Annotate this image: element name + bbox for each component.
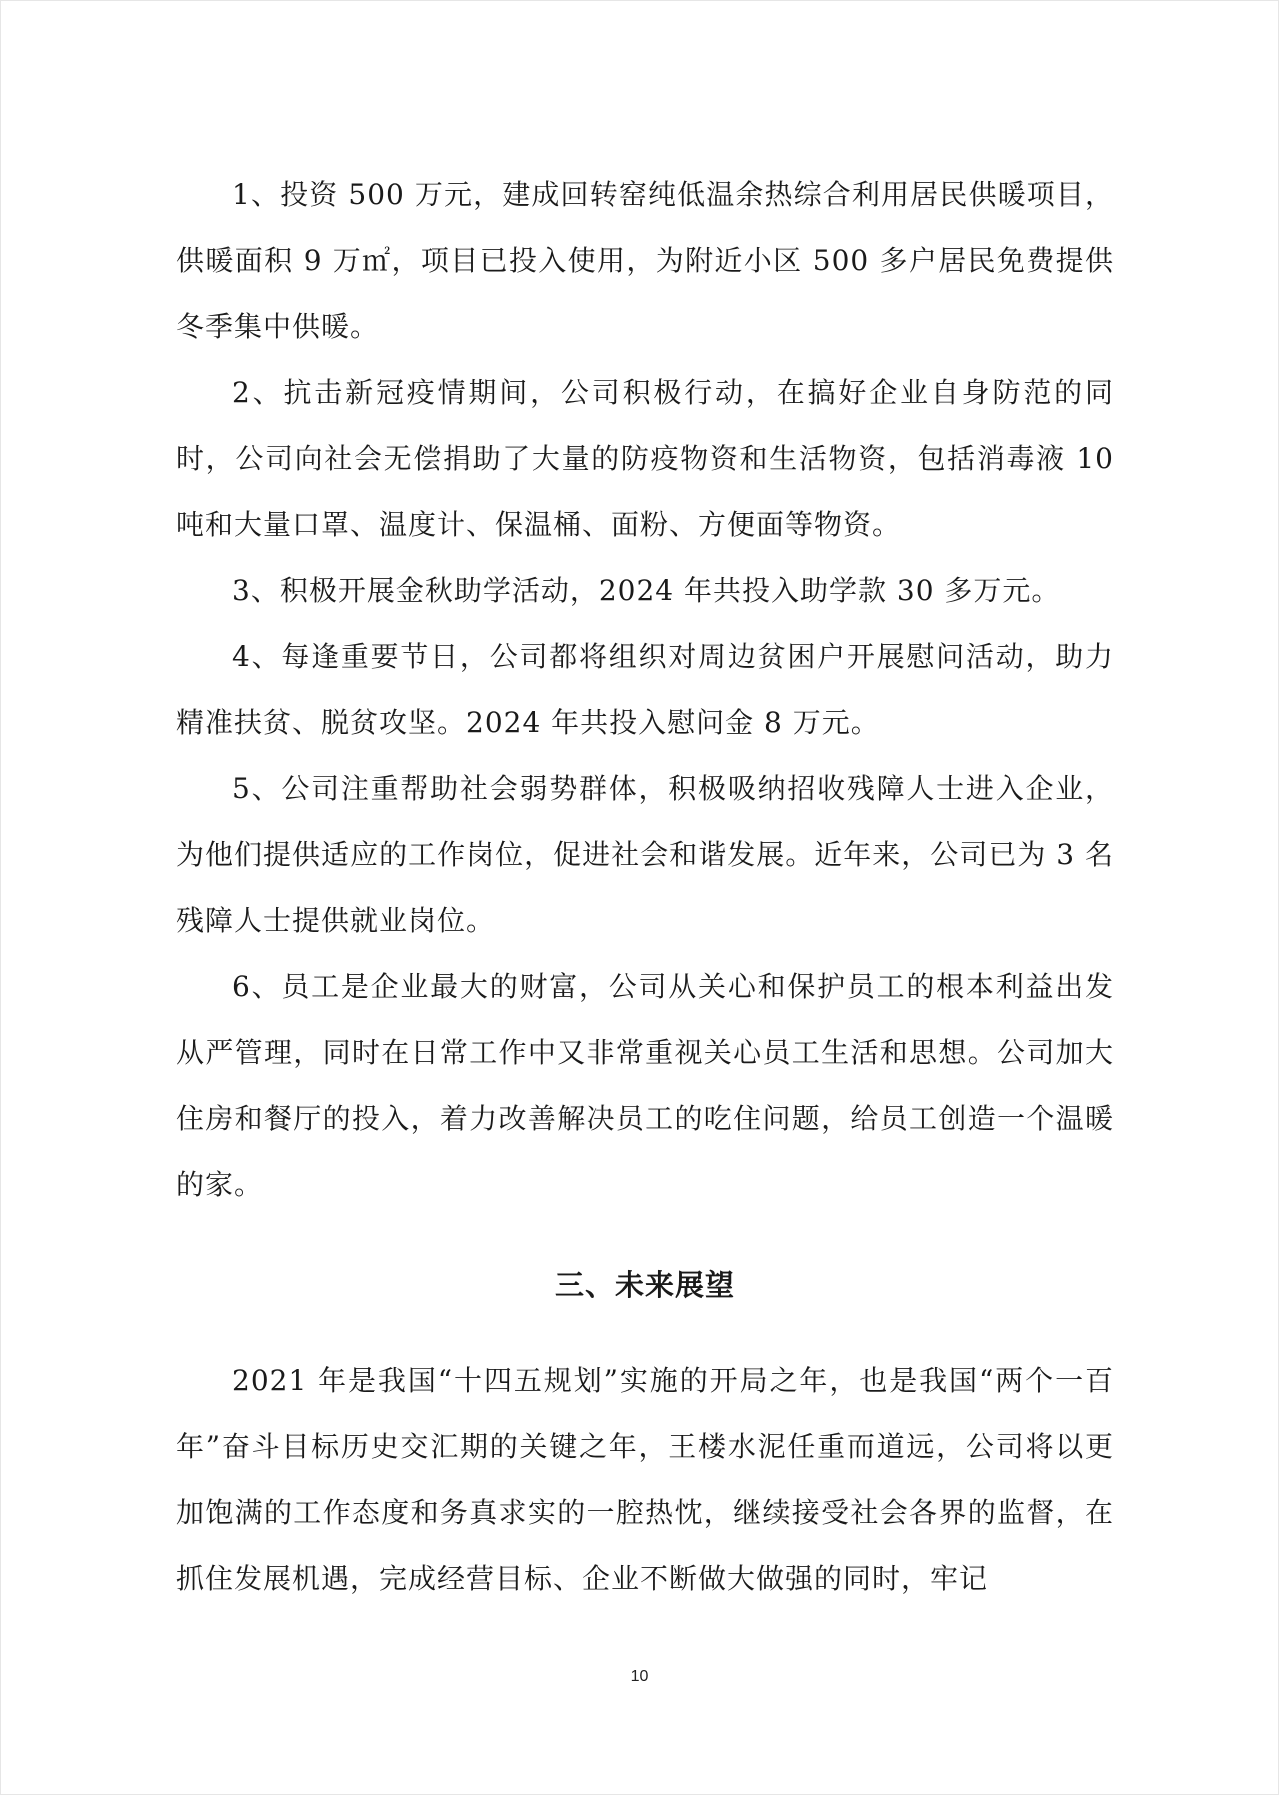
page-number: 10 <box>630 1668 649 1685</box>
paragraph-item-6: 6、员工是企业最大的财富，公司从关心和保护员工的根本利益出发从严管理，同时在日常工作中又非常重视关心员工生活和思想。公司加大住房和餐厅的投入，着力改善解决员工的吃住问题，给员工创造一个温暖的家。 <box>176 970 1114 1201</box>
paragraph-item-2: 2、抗击新冠疫情期间，公司积极行动，在搞好企业自身防范的同时，公司向社会无偿捐助了大量的防疫物资和生活物资，包括消毒液 10 吨和大量口罩、温度计、保温桶、面粉、方便面等物资。 <box>176 376 1114 541</box>
paragraph-outlook: 2021 年是我国“十四五规划”实施的开局之年，也是我国“两个一百年”奋斗目标历史交汇期的关键之年，王楼水泥任重而道远，公司将以更加饱满的工作态度和务真求实的一腔热忱，继续接受社会各界的监督，在抓住发展机遇，完成经营目标、企业不断做大做强的同时，牢记 <box>176 1364 1114 1595</box>
paragraph-item-4: 4、每逢重要节日，公司都将组织对周边贫困户开展慰问活动，助力精准扶贫、脱贫攻坚。2024 年共投入慰问金 8 万元。 <box>176 640 1114 739</box>
page-content <box>176 162 1114 1612</box>
paragraph-item-5: 5、公司注重帮助社会弱势群体，积极吸纳招收残障人士进入企业，为他们提供适应的工作岗位，促进社会和谐发展。近年来，公司已为 3 名残障人士提供就业岗位。 <box>176 772 1114 937</box>
section-heading: 三、未来展望 <box>554 1268 735 1302</box>
paragraph-item-3: 3、积极开展金秋助学活动，2024 年共投入助学款 30 多万元。 <box>232 574 1061 607</box>
paragraph-item-1: 1、投资 500 万元，建成回转窑纯低温余热综合利用居民供暖项目，供暖面积 9 万㎡，项目已投入使用，为附近小区 500 多户居民免费提供冬季集中供暖。 <box>176 178 1114 343</box>
